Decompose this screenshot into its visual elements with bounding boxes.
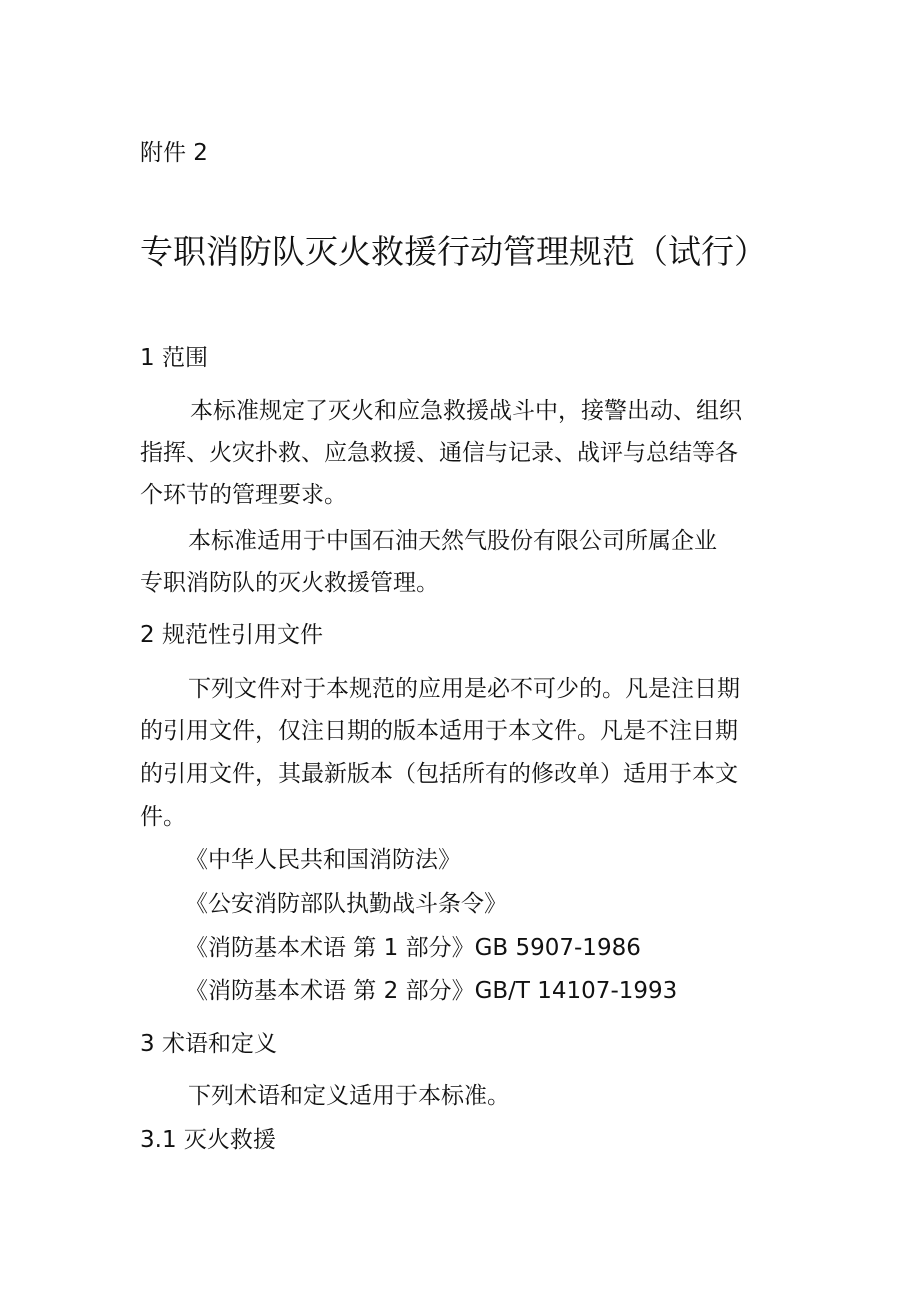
paragraph-line: 的引用文件，其最新版本（包括所有的修改单）适用于本文 [140, 761, 738, 787]
paragraph-line: 件。 [140, 804, 186, 830]
paragraph-line: 个环节的管理要求。 [140, 482, 347, 508]
reference-item: 《消防基本术语 第 1 部分》GB 5907-1986 [185, 935, 641, 961]
document-title: 专职消防队灭火救援行动管理规范（试行） [140, 232, 767, 271]
subsection-heading: 3.1 灭火救援 [140, 1127, 276, 1153]
reference-item: 《中华人民共和国消防法》 [185, 847, 461, 873]
section-heading: 3 术语和定义 [140, 1031, 277, 1057]
paragraph-line: 的引用文件，仅注日期的版本适用于本文件。凡是不注日期 [140, 718, 738, 744]
paragraph-line: 下列术语和定义适用于本标准。 [188, 1083, 510, 1109]
section-heading: 2 规范性引用文件 [140, 622, 323, 648]
paragraph-line: 下列文件对于本规范的应用是必不可少的。凡是注日期 [188, 676, 740, 702]
paragraph-line: 本标准规定了灭火和应急救援战斗中，接警出动、组织 [190, 398, 742, 424]
paragraph-line: 专职消防队的灭火救援管理。 [140, 570, 439, 596]
paragraph-line: 指挥、火灾扑救、应急救援、通信与记录、战评与总结等各 [140, 440, 738, 466]
reference-item: 《消防基本术语 第 2 部分》GB/T 14107-1993 [185, 978, 678, 1004]
section-heading: 1 范围 [140, 345, 208, 371]
reference-item: 《公安消防部队执勤战斗条令》 [185, 891, 507, 917]
paragraph-line: 本标准适用于中国石油天然气股份有限公司所属企业 [188, 528, 717, 554]
attachment-label: 附件 2 [140, 140, 208, 166]
